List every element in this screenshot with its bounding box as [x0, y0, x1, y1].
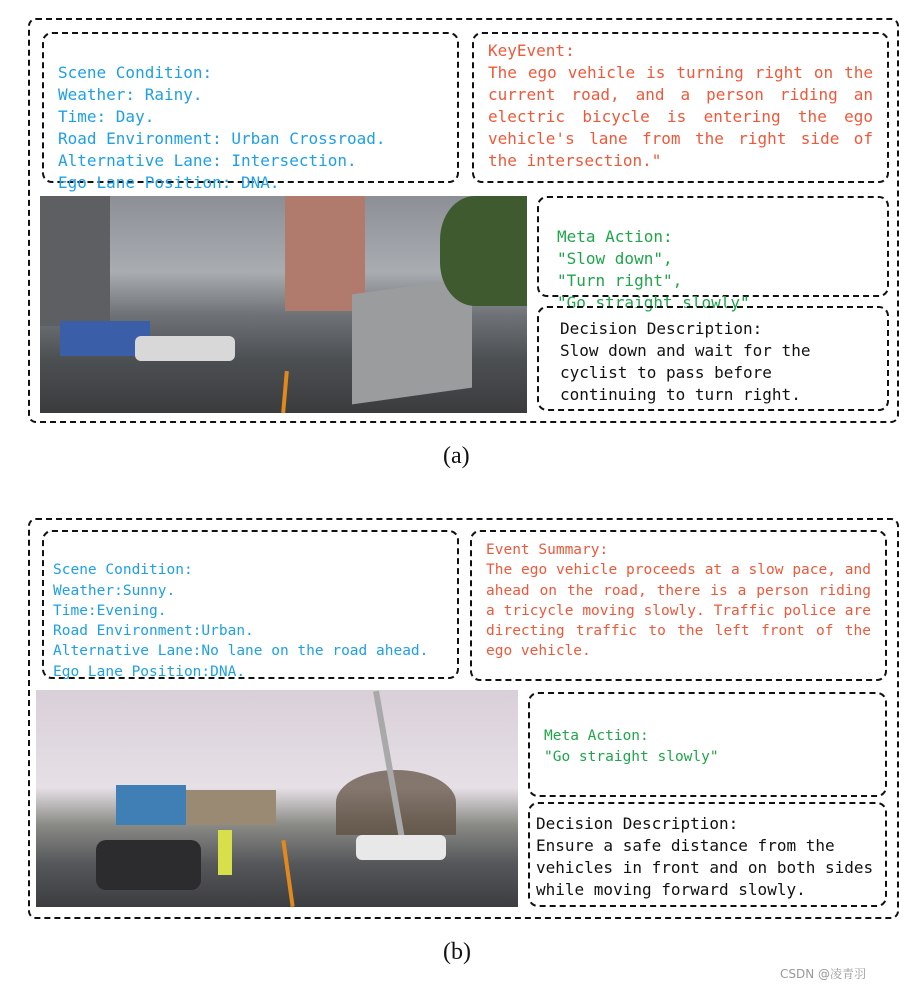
scene-time: Time:Evening. [53, 602, 167, 619]
decision-text: Ensure a safe distance from the vehicles in front and on both sides while moving forward slowly. [536, 836, 874, 899]
scene-title: Scene Condition: [53, 562, 193, 579]
decision-text: Slow down and wait for the cyclist to pass before continuing to turn right. [560, 341, 811, 404]
scene-alt-lane: Alternative Lane:No lane on the road ahead. [53, 643, 429, 660]
scene-weather: Weather:Sunny. [53, 582, 176, 599]
meta-action: "Turn right", [557, 271, 683, 290]
caption-b: (b) [443, 939, 471, 965]
driving-photo-sunny [36, 690, 518, 907]
decision-box-a [537, 306, 889, 411]
meta-action: "Go straight slowly" [557, 293, 750, 312]
event-text: The ego vehicle proceeds at a slow pace, and ahead on the road, there is a person riding a tricycle moving slowly. Traffic police are directing traffic to the left front of the ego vehicle. [486, 562, 871, 660]
caption-a: (a) [443, 443, 470, 469]
scene-road: Road Environment:Urban. [53, 623, 254, 640]
decision-box-b [528, 802, 887, 907]
meta-action: "Slow down", [557, 249, 673, 268]
scene-condition-box-b [42, 530, 459, 679]
scene-weather: Weather: Rainy. [58, 85, 203, 104]
event-summary-box-b [470, 530, 887, 681]
meta-action: "Go straight slowly" [544, 748, 719, 765]
decision-title: Decision Description: [536, 814, 739, 833]
scene-ego-lane: Ego Lane Position:DNA. [53, 663, 246, 680]
scene-time: Time: Day. [58, 107, 155, 126]
event-text: The ego vehicle is turning right on the current road, and a person riding an electric bicycle is entering the ego vehicle's lane from the right side of the intersection." [488, 63, 873, 170]
meta-title: Meta Action: [544, 728, 649, 745]
scene-ego-lane: Ego Lane Position: DNA. [58, 173, 280, 192]
scene-alt-lane: Alternative Lane: Intersection. [58, 151, 357, 170]
watermark: CSDN @凌青羽 [780, 967, 867, 981]
meta-action-box-a [537, 196, 889, 312]
driving-photo-rainy [40, 196, 527, 413]
scene-title: Scene Condition: [58, 63, 213, 82]
event-title: Event Summary: [486, 542, 609, 558]
meta-action-box-b [528, 692, 887, 797]
meta-title: Meta Action: [557, 227, 673, 246]
scene-road: Road Environment: Urban Crossroad. [58, 129, 386, 148]
decision-title: Decision Description: [560, 319, 763, 338]
scene-condition-box-a [42, 32, 459, 192]
event-title: KeyEvent: [488, 41, 575, 60]
key-event-box-a [472, 32, 889, 183]
